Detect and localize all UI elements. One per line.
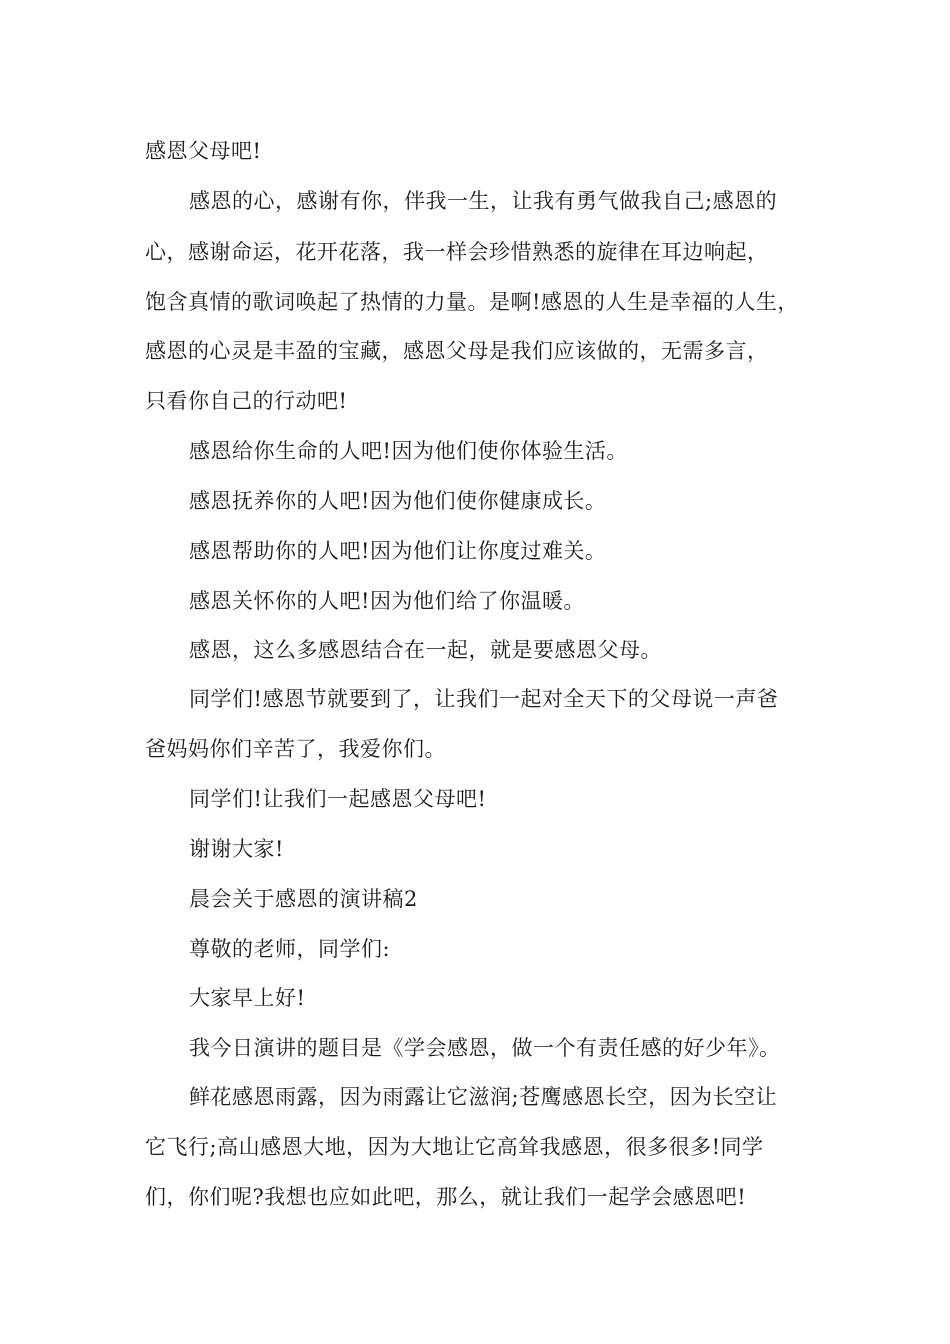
paragraph-line: 感恩关怀你的人吧!因为他们给了你温暖。 bbox=[189, 589, 585, 613]
section-heading: 晨会关于感恩的演讲稿2 bbox=[189, 887, 418, 911]
salutation-line: 尊敬的老师，同学们: bbox=[189, 937, 391, 961]
paragraph-line: 同学们!让我们一起感恩父母吧! bbox=[189, 787, 487, 811]
text-line: 爸妈妈你们辛苦了，我爱你们。 bbox=[145, 737, 446, 761]
text-line: 感恩父母吧! bbox=[145, 139, 262, 163]
paragraph-line: 同学们!感恩节就要到了，让我们一起对全天下的父母说一声爸 bbox=[189, 687, 779, 711]
text-line: 们，你们呢?我想也应如此吧，那么，就让我们一起学会感恩吧! bbox=[145, 1185, 747, 1209]
text-line: 感恩的心灵是丰盈的宝藏，感恩父母是我们应该做的，无需多言， bbox=[145, 339, 769, 363]
greeting-line: 大家早上好! bbox=[189, 986, 306, 1010]
paragraph-line: 感恩，这么多感恩结合在一起，就是要感恩父母。 bbox=[189, 638, 662, 662]
paragraph-line: 感恩帮助你的人吧!因为他们让你度过难关。 bbox=[189, 539, 607, 563]
text-line: 它飞行;高山感恩大地，因为大地让它高耸我感恩，很多很多!同学 bbox=[145, 1135, 764, 1159]
paragraph-line: 鲜花感恩雨露，因为雨露让它滋润;苍鹰感恩长空，因为长空让 bbox=[189, 1085, 778, 1109]
paragraph-line: 感恩抚养你的人吧!因为他们使你健康成长。 bbox=[189, 489, 607, 513]
text-line: 心，感谢命运，花开花落，我一样会珍惜熟悉的旋律在耳边响起， bbox=[145, 240, 769, 264]
paragraph-line: 我今日演讲的题目是《学会感恩，做一个有责任感的好少年》。 bbox=[189, 1036, 781, 1060]
text-line: 饱含真情的歌词唤起了热情的力量。是啊!感恩的人生是幸福的人生， bbox=[145, 290, 799, 314]
paragraph-line: 谢谢大家! bbox=[189, 837, 284, 861]
paragraph-line: 感恩给你生命的人吧!因为他们使你体验生活。 bbox=[189, 439, 628, 463]
paragraph-line: 感恩的心，感谢有你，伴我一生，让我有勇气做我自己;感恩的 bbox=[189, 189, 778, 213]
text-line: 只看你自己的行动吧! bbox=[145, 389, 348, 413]
